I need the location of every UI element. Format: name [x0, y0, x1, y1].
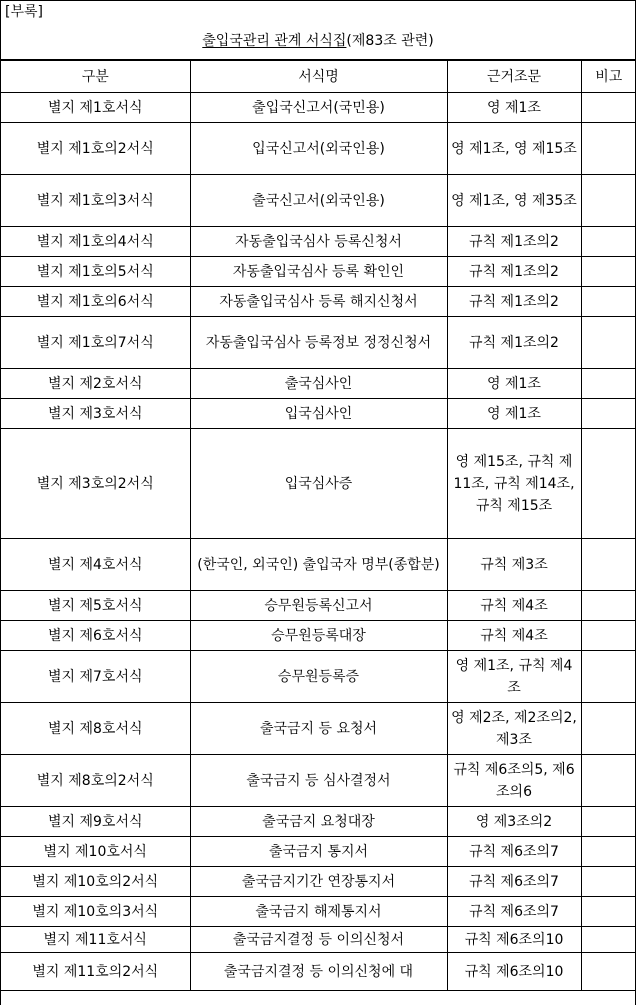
column-header-remarks: 비고: [581, 61, 636, 93]
cell-category: 별지 제5호서식: [1, 591, 190, 621]
table-row: [1, 927, 636, 953]
cell-category: 별지 제1호의7서식: [1, 317, 190, 369]
cell-basis: 규칙 제6조의10: [447, 927, 581, 953]
column-header-form-name: 서식명: [190, 61, 447, 93]
cell-category: 별지 제4호서식: [1, 539, 190, 591]
cell-form-name: 입국심사증: [190, 429, 447, 539]
cell-basis: 규칙 제6조의7: [447, 897, 581, 927]
cell-remarks: [581, 755, 636, 807]
cell-basis: 영 제1조, 영 제15조: [447, 123, 581, 175]
table-row: [1, 257, 636, 287]
cell-form-name: 출입국신고서(국민용): [190, 93, 447, 123]
table-row: [1, 227, 636, 257]
cell-remarks: [581, 123, 636, 175]
cell-category: 별지 제3호서식: [1, 399, 190, 429]
cell-category: 별지 제1호의4서식: [1, 227, 190, 257]
cell-remarks: [581, 867, 636, 897]
cell-basis: 영 제1조: [447, 93, 581, 123]
cell-basis: 영 제3조의2: [447, 807, 581, 837]
cell-remarks: [581, 897, 636, 927]
table-row: [1, 123, 636, 175]
cell-category: 별지 제3호의2서식: [1, 429, 190, 539]
table-row: [1, 651, 636, 703]
cell-form-name: 입국심사인: [190, 399, 447, 429]
cell-form-name: 출국심사인: [190, 369, 447, 399]
cell-remarks: [581, 651, 636, 703]
cell-category: 별지 제8호의2서식: [1, 755, 190, 807]
cell-remarks: [581, 703, 636, 755]
cell-remarks: [581, 621, 636, 651]
table-row: [1, 93, 636, 123]
cell-category: 별지 제1호의5서식: [1, 257, 190, 287]
cell-category: 별지 제6호서식: [1, 621, 190, 651]
forms-table: [1, 60, 636, 991]
cell-category: 별지 제2호서식: [1, 369, 190, 399]
table-row: [1, 591, 636, 621]
cell-basis: 규칙 제1조의2: [447, 317, 581, 369]
cell-remarks: [581, 317, 636, 369]
column-header-category: 구분: [1, 61, 190, 93]
cell-basis: 규칙 제1조의2: [447, 287, 581, 317]
cell-category: 별지 제10호서식: [1, 837, 190, 867]
cell-category: 별지 제11호서식: [1, 927, 190, 953]
cell-basis: 영 제15조, 규칙 제11조, 규칙 제14조, 규칙 제15조: [447, 429, 581, 539]
table-row: [1, 429, 636, 539]
table-header-row: [1, 61, 636, 93]
cell-basis: 규칙 제6조의5, 제6조의6: [447, 755, 581, 807]
cell-form-name: 자동출입국심사 등록신청서: [190, 227, 447, 257]
cell-basis: 규칙 제3조: [447, 539, 581, 591]
cell-basis: 영 제2조, 제2조의2, 제3조: [447, 703, 581, 755]
cell-category: 별지 제10호의3서식: [1, 897, 190, 927]
cell-basis: 규칙 제6조의7: [447, 837, 581, 867]
document-title: [1, 31, 635, 51]
cell-remarks: [581, 837, 636, 867]
cell-category: 별지 제7호서식: [1, 651, 190, 703]
cell-basis: 규칙 제1조의2: [447, 257, 581, 287]
cell-category: 별지 제1호의3서식: [1, 175, 190, 227]
cell-remarks: [581, 227, 636, 257]
table-row: [1, 539, 636, 591]
cell-basis: 규칙 제4조: [447, 591, 581, 621]
cell-remarks: [581, 953, 636, 991]
cell-category: 별지 제10호의2서식: [1, 867, 190, 897]
cell-form-name: 출국금지 요청대장: [190, 807, 447, 837]
cell-form-name: 승무원등록대장: [190, 621, 447, 651]
cell-basis: 영 제1조, 영 제35조: [447, 175, 581, 227]
cell-form-name: 출국금지 해제통지서: [190, 897, 447, 927]
document-title-main: 출입국관리 관계 서식집: [202, 33, 347, 49]
cell-form-name: 출국금지기간 연장통지서: [190, 867, 447, 897]
cell-remarks: [581, 927, 636, 953]
table-row: [1, 175, 636, 227]
table-row: [1, 369, 636, 399]
cell-remarks: [581, 807, 636, 837]
table-row: [1, 953, 636, 991]
table-row: [1, 837, 636, 867]
cell-basis: 규칙 제6조의7: [447, 867, 581, 897]
cell-remarks: [581, 539, 636, 591]
cell-basis: 영 제1조: [447, 369, 581, 399]
cell-form-name: (한국인, 외국인) 출입국자 명부(종합분): [190, 539, 447, 591]
cell-form-name: 출국금지 등 심사결정서: [190, 755, 447, 807]
cell-basis: 영 제1조, 규칙 제4조: [447, 651, 581, 703]
table-row: [1, 755, 636, 807]
table-row: [1, 897, 636, 927]
cell-remarks: [581, 257, 636, 287]
cell-remarks: [581, 93, 636, 123]
document-header: [1, 1, 635, 60]
cell-form-name: 출국금지 등 요청서: [190, 703, 447, 755]
cell-remarks: [581, 287, 636, 317]
cell-remarks: [581, 429, 636, 539]
table-row: [1, 621, 636, 651]
column-header-basis: 근거조문: [447, 61, 581, 93]
cell-remarks: [581, 591, 636, 621]
table-row: [1, 867, 636, 897]
cell-form-name: 자동출입국심사 등록 해지신청서: [190, 287, 447, 317]
cell-basis: 규칙 제1조의2: [447, 227, 581, 257]
cell-basis: 영 제1조: [447, 399, 581, 429]
cell-form-name: 자동출입국심사 등록 확인인: [190, 257, 447, 287]
cell-basis: 규칙 제4조: [447, 621, 581, 651]
cell-form-name: 출국신고서(외국인용): [190, 175, 447, 227]
cell-form-name: 출국금지결정 등 이의신청서: [190, 927, 447, 953]
cell-form-name: 출국금지결정 등 이의신청에 대: [190, 953, 447, 991]
cell-form-name: 입국신고서(외국인용): [190, 123, 447, 175]
table-row: [1, 807, 636, 837]
cell-form-name: 승무원등록신고서: [190, 591, 447, 621]
cell-form-name: 자동출입국심사 등록정보 정정신청서: [190, 317, 447, 369]
cell-remarks: [581, 175, 636, 227]
cell-category: 별지 제1호서식: [1, 93, 190, 123]
cell-category: 별지 제11호의2서식: [1, 953, 190, 991]
appendix-label: [부록]: [5, 4, 43, 20]
table-row: [1, 703, 636, 755]
table-row: [1, 287, 636, 317]
table-row: [1, 399, 636, 429]
cell-form-name: 승무원등록증: [190, 651, 447, 703]
cell-basis: 규칙 제6조의10: [447, 953, 581, 991]
cell-remarks: [581, 369, 636, 399]
cell-form-name: 출국금지 통지서: [190, 837, 447, 867]
document-title-suffix: (제83조 관련): [346, 33, 434, 49]
cell-remarks: [581, 399, 636, 429]
table-row: [1, 317, 636, 369]
cell-category: 별지 제1호의6서식: [1, 287, 190, 317]
cell-category: 별지 제1호의2서식: [1, 123, 190, 175]
cell-category: 별지 제8호서식: [1, 703, 190, 755]
cell-category: 별지 제9호서식: [1, 807, 190, 837]
